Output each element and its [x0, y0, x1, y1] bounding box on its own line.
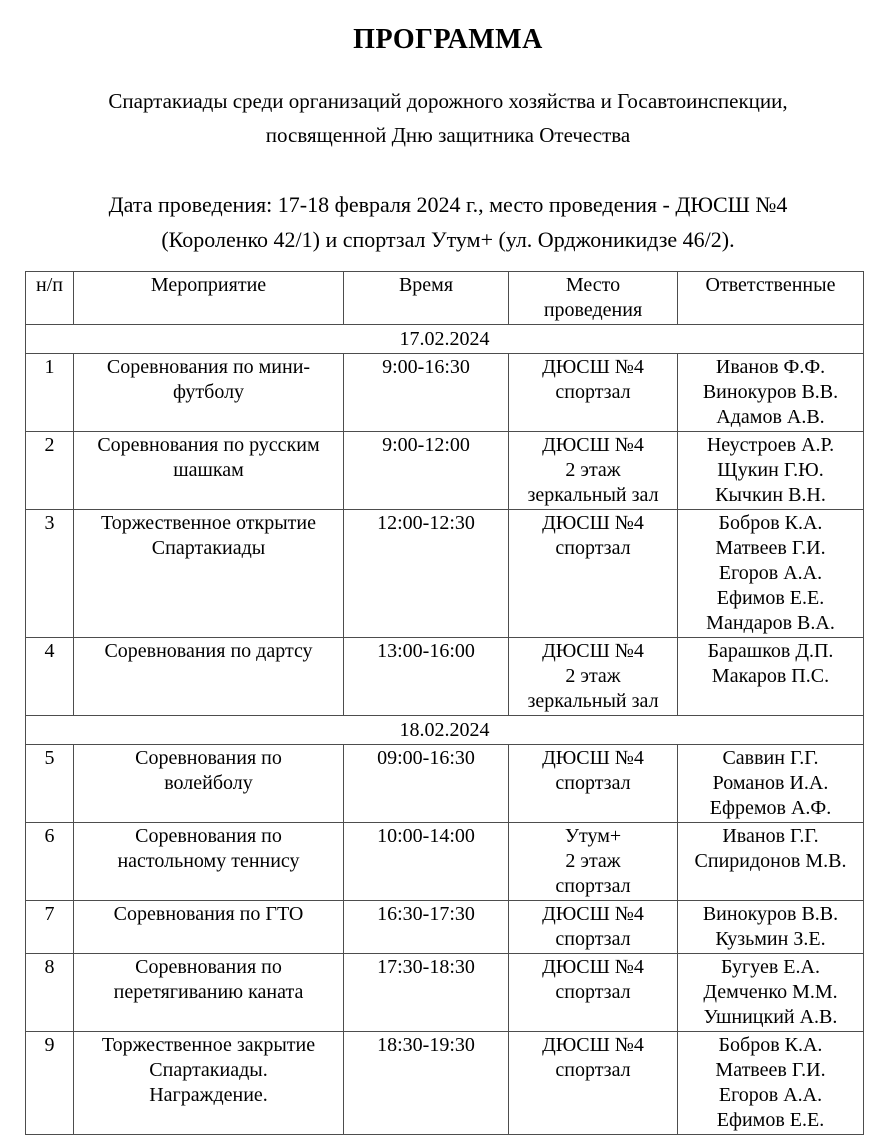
responsible-name: Винокуров В.В.: [702, 903, 839, 925]
event-cell: [74, 638, 344, 716]
time-cell: 09:00-16:30: [344, 745, 509, 823]
subtitle-line: Спартакиады среди организаций дорожного хозяйства и Госавтоинспекции,: [108, 89, 788, 113]
responsible-name: Ефремов А.Ф.: [709, 797, 832, 819]
date-venue-line: Дата проведения: 17-18 февраля 2024 г., место проведения - ДЮСШ №4: [108, 192, 788, 217]
page-title: ПРОГРАММА: [353, 24, 543, 55]
document-subtitle: [0, 84, 896, 152]
responsible-name: Кычкин В.Н.: [715, 484, 826, 506]
place-line: ДЮСШ №4: [542, 903, 644, 925]
responsible-name: Саввин Г.Г.: [722, 747, 819, 769]
place-line: ДЮСШ №4: [542, 956, 644, 978]
time-cell: 9:00-16:30: [344, 354, 509, 432]
event-cell: [74, 1032, 344, 1135]
subtitle-line: посвященной Дню защитника Отечества: [265, 123, 631, 147]
place-line: ДЮСШ №4: [542, 1034, 644, 1056]
place-cell: [509, 638, 678, 716]
place-line: ДЮСШ №4: [542, 512, 644, 534]
header-line: н/п: [36, 274, 63, 296]
header-line: проведения: [543, 299, 643, 321]
responsible-cell: [678, 510, 864, 638]
time-cell: 10:00-14:00: [344, 823, 509, 901]
event-line: волейболу: [164, 772, 253, 794]
table-header-cell: [509, 272, 678, 325]
responsible-cell: [678, 901, 864, 954]
header-line: Место: [565, 274, 621, 296]
event-row: [26, 1032, 864, 1135]
row-number-cell: 9: [26, 1032, 74, 1135]
event-row: [26, 432, 864, 510]
date-section-row: [26, 325, 864, 354]
event-line: Соревнования по русским: [97, 434, 320, 456]
responsible-name: Мандаров В.А.: [706, 612, 835, 634]
row-number-cell: 1: [26, 354, 74, 432]
event-cell: [74, 823, 344, 901]
date-venue-line: (Короленко 42/1) и спортзал Утум+ (ул. Орджоникидзе 46/2).: [161, 227, 735, 252]
event-row: [26, 823, 864, 901]
event-row: [26, 638, 864, 716]
event-row: [26, 901, 864, 954]
place-line: 2 этаж: [565, 459, 621, 481]
event-line: Награждение.: [149, 1084, 268, 1106]
place-line: спортзал: [555, 772, 631, 794]
place-line: спортзал: [555, 537, 631, 559]
place-cell: [509, 901, 678, 954]
event-cell: [74, 432, 344, 510]
place-cell: [509, 510, 678, 638]
place-cell: [509, 745, 678, 823]
table-header-cell: [74, 272, 344, 325]
row-number-cell: 4: [26, 638, 74, 716]
program-table: [25, 271, 864, 1135]
place-line: 2 этаж: [565, 665, 621, 687]
table-header-row: [26, 272, 864, 325]
responsible-name: Бобров К.А.: [718, 512, 823, 534]
place-cell: [509, 432, 678, 510]
event-line: Торжественное закрытие: [101, 1034, 316, 1056]
place-cell: [509, 954, 678, 1032]
date-section-row: [26, 716, 864, 745]
place-line: зеркальный зал: [527, 484, 659, 506]
place-cell: [509, 823, 678, 901]
row-number-cell: 6: [26, 823, 74, 901]
event-line: Соревнования по дартсу: [104, 640, 313, 662]
event-cell: [74, 745, 344, 823]
responsible-name: Романов И.А.: [712, 772, 829, 794]
responsible-name: Барашков Д.П.: [707, 640, 834, 662]
event-cell: [74, 954, 344, 1032]
event-row: [26, 745, 864, 823]
event-line: перетягиванию каната: [113, 981, 304, 1003]
responsible-cell: [678, 823, 864, 901]
place-line: спортзал: [555, 928, 631, 950]
place-line: спортзал: [555, 381, 631, 403]
responsible-cell: [678, 638, 864, 716]
event-line: настольному теннису: [117, 850, 300, 872]
responsible-name: Ушницкий А.В.: [703, 1006, 838, 1028]
event-cell: [74, 354, 344, 432]
responsible-name: Демченко М.М.: [703, 981, 838, 1003]
responsible-name: Бобров К.А.: [718, 1034, 823, 1056]
responsible-name: Иванов Г.Г.: [722, 825, 819, 847]
responsible-cell: [678, 1032, 864, 1135]
event-line: Соревнования по мини-: [106, 356, 311, 378]
date-and-venue: [0, 187, 896, 257]
responsible-cell: [678, 354, 864, 432]
responsible-cell: [678, 745, 864, 823]
event-line: Соревнования по: [135, 825, 282, 847]
event-row: [26, 354, 864, 432]
row-number-cell: 3: [26, 510, 74, 638]
event-line: Соревнования по ГТО: [113, 903, 304, 925]
place-cell: [509, 354, 678, 432]
responsible-name: Матвеев Г.И.: [715, 1059, 826, 1081]
header-line: Время: [398, 274, 454, 296]
place-line: зеркальный зал: [527, 690, 659, 712]
event-line: Соревнования по: [135, 956, 282, 978]
place-line: ДЮСШ №4: [542, 640, 644, 662]
event-line: Спартакиады: [151, 537, 266, 559]
responsible-name: Винокуров В.В.: [702, 381, 839, 403]
responsible-cell: [678, 432, 864, 510]
table-header-cell: [26, 272, 74, 325]
header-line: Ответственные: [705, 274, 836, 296]
place-line: спортзал: [555, 981, 631, 1003]
place-line: ДЮСШ №4: [542, 434, 644, 456]
row-number-cell: 5: [26, 745, 74, 823]
responsible-name: Матвеев Г.И.: [715, 537, 826, 559]
row-number-cell: 7: [26, 901, 74, 954]
event-cell: [74, 901, 344, 954]
place-line: Утум+: [564, 825, 622, 847]
responsible-cell: [678, 954, 864, 1032]
responsible-name: Ефимов Е.Е.: [716, 1109, 825, 1131]
place-line: ДЮСШ №4: [542, 747, 644, 769]
responsible-name: Ефимов Е.Е.: [716, 587, 825, 609]
time-cell: 13:00-16:00: [344, 638, 509, 716]
time-cell: 16:30-17:30: [344, 901, 509, 954]
responsible-name: Бугуев Е.А.: [721, 956, 820, 978]
table-body: [26, 325, 864, 1135]
time-cell: 12:00-12:30: [344, 510, 509, 638]
section-date: 17.02.2024: [26, 325, 864, 354]
place-line: ДЮСШ №4: [542, 356, 644, 378]
responsible-name: Егоров А.А.: [718, 562, 823, 584]
event-line: футболу: [172, 381, 245, 403]
event-line: Торжественное открытие: [101, 512, 316, 534]
place-line: спортзал: [555, 875, 631, 897]
table-header-cell: [344, 272, 509, 325]
section-date: 18.02.2024: [26, 716, 864, 745]
place-line: спортзал: [555, 1059, 631, 1081]
event-row: [26, 510, 864, 638]
time-cell: 18:30-19:30: [344, 1032, 509, 1135]
responsible-name: Неустроев А.Р.: [706, 434, 835, 456]
time-cell: 17:30-18:30: [344, 954, 509, 1032]
header-line: Мероприятие: [150, 274, 267, 296]
event-row: [26, 954, 864, 1032]
event-line: Соревнования по: [135, 747, 282, 769]
responsible-name: Адамов А.В.: [716, 406, 825, 428]
responsible-name: Щукин Г.Ю.: [717, 459, 824, 481]
row-number-cell: 2: [26, 432, 74, 510]
table-header-cell: [678, 272, 864, 325]
place-line: 2 этаж: [565, 850, 621, 872]
responsible-name: Иванов Ф.Ф.: [715, 356, 826, 378]
row-number-cell: 8: [26, 954, 74, 1032]
responsible-name: Макаров П.С.: [711, 665, 830, 687]
event-line: шашкам: [173, 459, 244, 481]
time-cell: 9:00-12:00: [344, 432, 509, 510]
place-cell: [509, 1032, 678, 1135]
event-line: Спартакиады.: [149, 1059, 268, 1081]
responsible-name: Егоров А.А.: [718, 1084, 823, 1106]
responsible-name: Спиридонов М.В.: [694, 850, 847, 872]
responsible-name: Кузьмин З.Е.: [715, 928, 826, 950]
event-cell: [74, 510, 344, 638]
